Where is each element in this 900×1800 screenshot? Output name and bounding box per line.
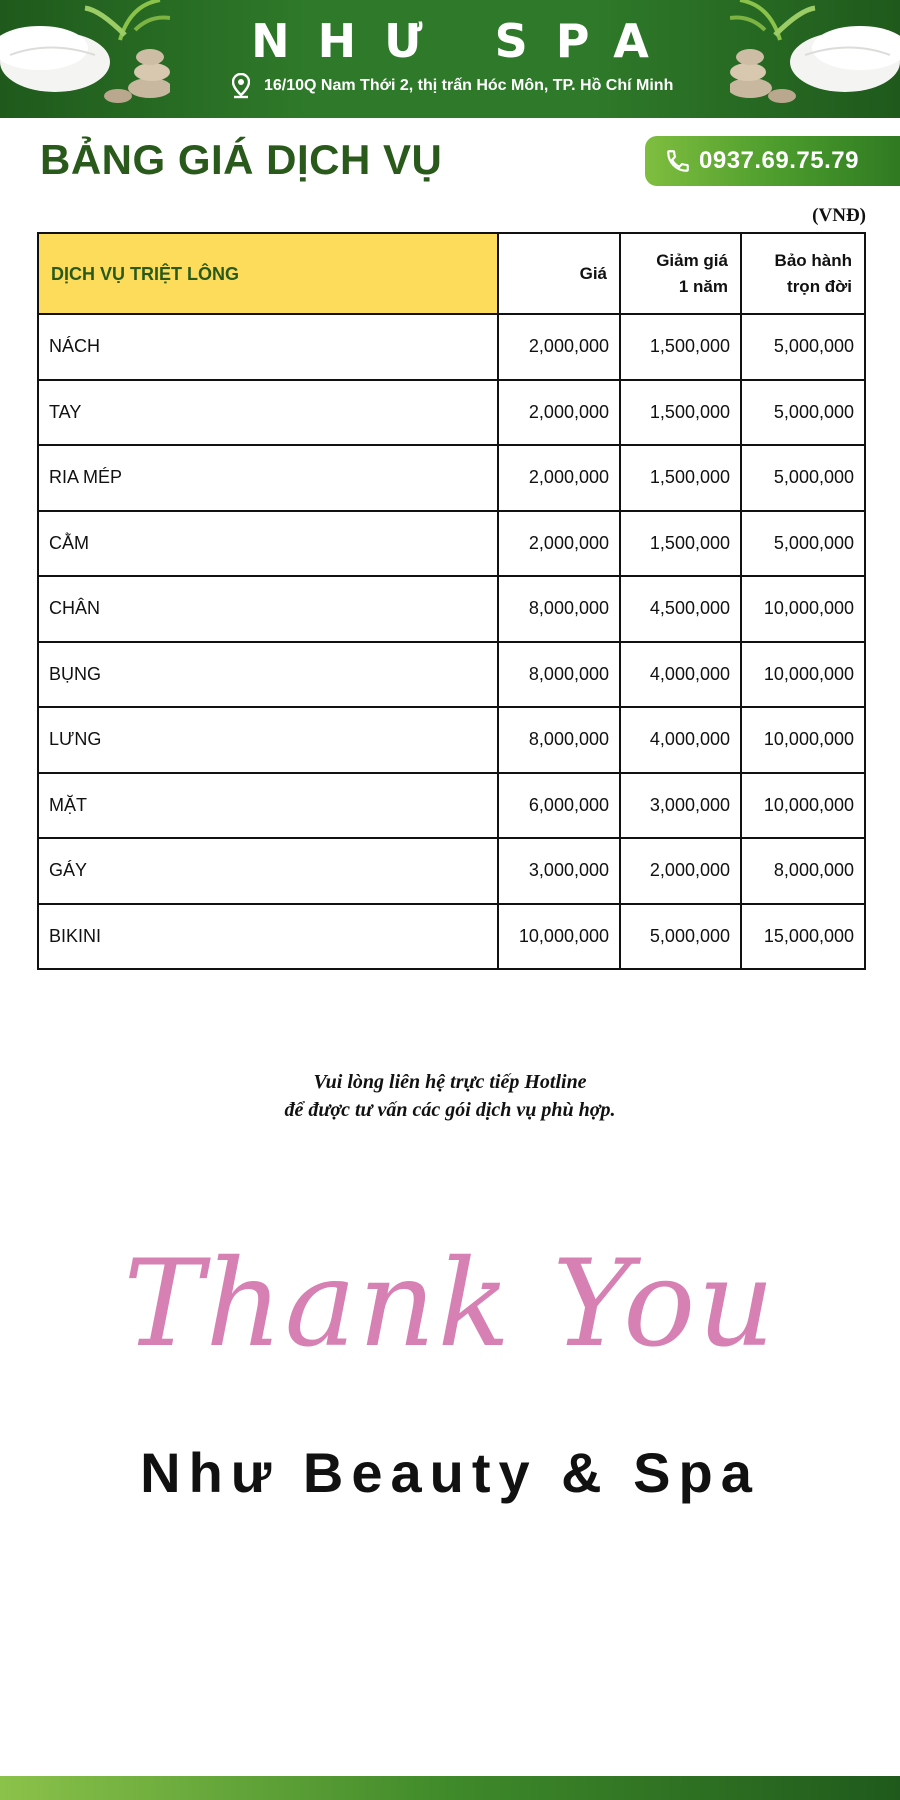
hotline-note-line2: để được tư vấn các gói dịch vụ phù hợp. (284, 1099, 616, 1121)
service-price: 3,000,000 (498, 838, 620, 904)
table-row (38, 904, 865, 970)
hotline-number: 0937.69.75.79 (699, 147, 859, 174)
table-row (38, 773, 865, 839)
service-price: 2,000,000 (498, 511, 620, 577)
table-row (38, 380, 865, 446)
table-row (38, 642, 865, 708)
service-name: TAY (38, 380, 498, 446)
service-price: 8,000,000 (498, 642, 620, 708)
address-line (232, 73, 673, 99)
page-title: BẢNG GIÁ DỊCH VỤ (40, 136, 443, 183)
service-warranty: 5,000,000 (741, 445, 865, 511)
column-header-price: Giá (498, 233, 620, 314)
service-name: BIKINI (38, 904, 498, 970)
hotline-note (0, 1068, 900, 1124)
service-warranty: 15,000,000 (741, 904, 865, 970)
service-price: 8,000,000 (498, 576, 620, 642)
service-discount: 4,000,000 (620, 642, 741, 708)
service-discount: 1,500,000 (620, 314, 741, 380)
service-price: 6,000,000 (498, 773, 620, 839)
service-price: 2,000,000 (498, 380, 620, 446)
service-price: 8,000,000 (498, 707, 620, 773)
table-row (38, 314, 865, 380)
column-header-service: DỊCH VỤ TRIỆT LÔNG (38, 233, 498, 314)
column-header-warranty (741, 233, 865, 314)
spa-name: Như Beauty & Spa (140, 1441, 760, 1504)
service-name: BỤNG (38, 642, 498, 708)
service-discount: 5,000,000 (620, 904, 741, 970)
service-name: RIA MÉP (38, 445, 498, 511)
service-warranty: 10,000,000 (741, 773, 865, 839)
service-discount: 1,500,000 (620, 445, 741, 511)
service-warranty: 5,000,000 (741, 511, 865, 577)
brand-name: NHƯ SPA (251, 14, 677, 68)
price-table (37, 232, 866, 970)
service-warranty: 10,000,000 (741, 642, 865, 708)
location-pin-icon (232, 73, 250, 99)
thank-you-heading: Thank You (123, 1235, 777, 1374)
service-discount: 4,000,000 (620, 707, 741, 773)
service-warranty: 5,000,000 (741, 314, 865, 380)
service-warranty: 10,000,000 (741, 576, 865, 642)
table-header-row (38, 233, 865, 314)
service-name: NÁCH (38, 314, 498, 380)
address-text: 16/10Q Nam Thới 2, thị trấn Hóc Môn, TP. Hồ Chí Minh (264, 77, 674, 94)
service-discount: 2,000,000 (620, 838, 741, 904)
service-warranty: 10,000,000 (741, 707, 865, 773)
service-name: CHÂN (38, 576, 498, 642)
table-row (38, 707, 865, 773)
table-row (38, 445, 865, 511)
service-price: 2,000,000 (498, 445, 620, 511)
currency-note: (VNĐ) (812, 205, 866, 226)
footer-bar (0, 1776, 900, 1800)
phone-icon (665, 148, 691, 174)
service-name: MẶT (38, 773, 498, 839)
service-price: 10,000,000 (498, 904, 620, 970)
service-warranty: 5,000,000 (741, 380, 865, 446)
hotline-button[interactable] (645, 136, 900, 186)
service-name: CẰM (38, 511, 498, 577)
hotline-note-line1: Vui lòng liên hệ trực tiếp Hotline (313, 1071, 587, 1093)
service-discount: 4,500,000 (620, 576, 741, 642)
warranty-header-line1: Bảo hành (774, 250, 852, 270)
table-row (38, 511, 865, 577)
service-warranty: 8,000,000 (741, 838, 865, 904)
table-row (38, 576, 865, 642)
discount-header-line1: Giảm giá (656, 250, 728, 270)
service-discount: 1,500,000 (620, 511, 741, 577)
header-banner (0, 0, 900, 118)
service-discount: 3,000,000 (620, 773, 741, 839)
discount-header-line2: 1 năm (678, 276, 728, 296)
warranty-header-line2: trọn đời (787, 276, 852, 296)
service-name: LƯNG (38, 707, 498, 773)
column-header-discount (620, 233, 741, 314)
service-price: 2,000,000 (498, 314, 620, 380)
service-name: GÁY (38, 838, 498, 904)
service-discount: 1,500,000 (620, 380, 741, 446)
table-row (38, 838, 865, 904)
